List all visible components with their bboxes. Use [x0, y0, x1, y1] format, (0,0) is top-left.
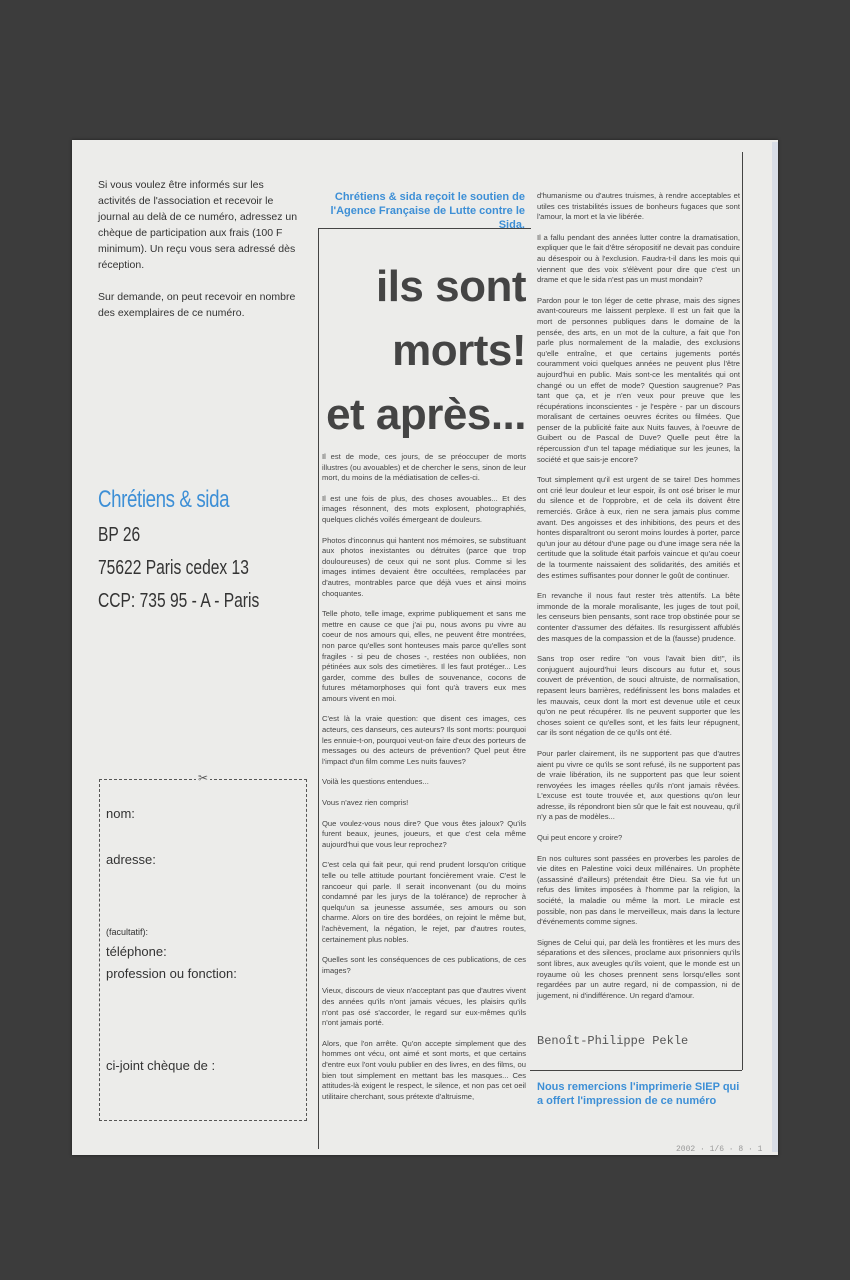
article-paragraph: Sans trop oser redire "on vous l'avait bien dit!", ils conjuguent aujourd'hui leurs discours au futur et, sous couvert de prévention, de souci altruiste, de normalisation, repasent leurs barrières, redéfinissent les bons malades et les mauvais, ceux dont la mort est devenue utile et ceux qu'on ne peut récupérer. Ils ne peuvent supporter que les choses soient ce qu'elles sont, et les faits leur répugnent, car ils sont négation de ce qu'ils ont été. — [537, 654, 740, 738]
article-column-2 — [537, 191, 740, 1011]
address-field-label: adresse: — [106, 852, 156, 867]
cheque-field-label: ci-joint chèque de : — [106, 1058, 216, 1073]
article-author: Benoît-Philippe Pekle — [537, 1034, 689, 1048]
optional-label: (facultatif): — [106, 927, 149, 937]
article-paragraph: Signes de Celui qui, par delà les frontières et les murs des séparations et des silences, proclame aux prisonniers qu'ils sont libres, aux aveugles qu'ils voient, que le monde est un royaume où les choses prennent sens lorsqu'elles sont regardées par un autre regard, ni de compassion, ni de jugement, ni d'indifférence. Un regard d'amour. — [537, 937, 740, 1000]
article-paragraph: Il est une fois de plus, des choses avouables... Et des images résonnent, des mots explosent, photographiés, quelques clichés voilés émergeant de douleurs. — [322, 493, 526, 524]
article-paragraph: Que voulez-vous nous dire? Que vous êtes jaloux? Qu'ils furent beaux, jeunes, joueurs, et que c'est cela même aujourd'hui que vous leur reprochez? — [322, 818, 526, 849]
printer-thanks: Nous remercions l'imprimerie SIEP qui a offert l'impression de ce numéro — [537, 1081, 740, 1107]
article-paragraph: En revanche il nous faut rester très attentifs. La bête immonde de la morale moralisante, les juges de tout poil, les censeurs bien pensants, sont race trop obstinée pour se contenter d'assumer des défaites. Ils resurgissent affublés des masques de la compassion et de la (fausse) prudence. — [537, 591, 740, 643]
article-paragraph: Pour parler clairement, ils ne supportent pas que d'autres aient pu vivre ce qu'ils se sont refusé, ils ne supportent pas de vraie libération, ils ne supportent pas que leur soient renvoyées les images réelles qu'ils n'ont jamais rêvées. L'excuse est toute trouvée et, aux questions qu'on leur adresse, ils répondront bien sûr que le fait est nouveau, qu'il n'y a pas de modèles... — [537, 748, 740, 822]
article-paragraph: Il a fallu pendant des années lutter contre la dramatisation, expliquer que le fait d'être séropositif ne devait pas conduire au désespoir ou à l'exclusion. Faudra-t-il dans les mois qui viennent que des voix s'élèvent pour dire que c'est un drame et que le sida n'est pas un must mondain? — [537, 232, 740, 285]
contact-block — [98, 486, 308, 623]
article-paragraph: Il est de mode, ces jours, de se préoccuper de morts illustres (ou avouables) et de chercher le sens, sinon de leur mort, du moins de la médiatisation de celles-ci. — [322, 452, 526, 483]
name-field-label: nom: — [106, 806, 135, 821]
article-paragraph: Telle photo, telle image, exprime publiquement et sans me mettre en cause ce que j'ai pu, nous avons pu vivre au coeur de nos amours qui, elles, ne peuvent être montrées, non parce qu'elles sont honteuses mais parce qu'elles sont fragiles - si peu de choses -, restées non oubliées, non pétinées aux sols des cimetières. Il les faut protéger... Les garder, comme des bulles de souvenance, cocons de futures métamorphoses qui font qu'à travers eux mes amours vivent en moi. — [322, 609, 526, 703]
article-headline — [320, 255, 526, 447]
article-paragraph: Qui peut encore y croire? — [537, 833, 623, 843]
article-paragraph: Vous n'avez rien compris! — [322, 798, 409, 808]
article-paragraph: d'humanisme ou d'autres truismes, à rendre acceptables et utiles ces tristabilités issues de bonheurs fugaces que sont l'amour, la mort et la vie libérée. — [537, 191, 740, 222]
headline-line: ils sont — [375, 262, 526, 311]
postal-box: BP 26 — [98, 524, 141, 546]
scissors-icon: ✂ — [198, 771, 209, 785]
info-paragraph: Si vous voulez être informés sur les activités de l'association et recevoir le journal au delà de ce numéro, adressez un chèque de participation aux frais (100 F minimum). Un reçu vous sera adressé dès réception. — [98, 179, 298, 271]
support-note: Chrétiens & sida reçoit le soutien de l'Agence Française de Lutte contre le Sida. — [330, 191, 525, 231]
archive-stamp: 2002 · 1/6 · 8 · 1 — [676, 1145, 763, 1154]
profession-field-label: profession ou fonction: — [106, 966, 237, 981]
organization-name: Chrétiens & sida — [98, 486, 230, 513]
article-paragraph: Tout simplement qu'il est urgent de se taire! Des hommes ont crié leur douleur et leur espoir, ils ont osé briser le mur du silence et de l'opprobre, et de cela ils doivent être remerciés. Grâce à eux, rien ne sera jamais plus comme avant. Des angoisses et des inhibitions, des peurs et des hontes disparaîtront ou seront moins lourdes à porter, parce qu'un jour au détour d'une page ou d'une image sera née la certitude que la solitude était parfois vaincue et qu'au coeur de la tourmente naissaient des solidarités, des amitiés et des estimes suffisantes pour donner le goût de continuer. — [537, 475, 740, 580]
postal-city: 75622 Paris cedex 13 — [98, 557, 249, 579]
headline-line: morts! — [392, 326, 526, 375]
article-paragraph: Voilà les questions entendues... — [322, 777, 429, 787]
page-edge — [772, 142, 778, 1152]
article-paragraph: Pardon pour le ton léger de cette phrase, mais des signes avant-coureurs me laissent perplexe. Il est un fait que la mort de personnes publiques dans le domaine de la pensée, des arts, en un mot de la culture, a fait que l'on parle plus normalement de la maladie, des exclusions qu'elle entraîne, et que certains jugements portés couramment voici quelques années ne peuvent plus l'être aujourd'hui en public. Mais sont-ce les mentalités qui ont changé ou un effet de mode? Question saugrenue? Pas tant que ça, et je n'en veux pour preuve que les récupérations inconscientes - je l'espère - par un discours moralisant de certaines oeuvres écrites ou filmées. Que penser de la publicité faite aux Nuits fauves, à l'oeuvre de Guibert ou de Pascal de Duve? Quelle peut être la répercussion d'un tel tapage médiatique sur les jeunes, la société et que sais-je encore? — [537, 295, 740, 464]
subscription-coupon — [99, 771, 307, 1121]
article-paragraph: Quelles sont les conséquences de ces publications, de ces images? — [322, 955, 526, 975]
postal-account: CCP: 735 95 - A - Paris — [98, 590, 260, 612]
info-paragraph: Sur demande, on peut recevoir en nombre des exemplaires de ce numéro. — [98, 291, 296, 319]
article-column-1 — [322, 452, 526, 1112]
article-paragraph: Alors, que l'on arrête. Qu'on accepte simplement que des hommes ont vécu, ont aimé et sont morts, et que certains d'entre eux l'ont voulu publier en des livres, en des films, ou bien tout simplement en mettant bas les masques... Ces attitudes-là exigent le respect, le silence, et non pas cet oeil utilitaire cherchant, sous prétexte d'altruisme, — [322, 1038, 526, 1101]
article-paragraph: Vieux, discours de vieux n'acceptant pas que d'autres vivent des années qu'ils n'ont jamais vécues, les plaisirs qu'ils n'ont pas osé s'accorder, le regard sur eux-mêmes qu'ils n'ont jamais porté. — [322, 986, 526, 1028]
info-column — [98, 177, 303, 337]
article-paragraph: En nos cultures sont passées en proverbes les paroles de vie dites en Palestine voici deux millénaires. Un prophète (assassiné d'ailleurs) prétendait être Dieu. Sa vie fut un refus des limites imposées à l'homme par la religion, la société, la maladie ou même la mort. Le miracle est possible, non pas dans le merveilleux, mais dans la lecture d'événements comme signes. — [537, 853, 740, 927]
headline-line: et après... — [326, 390, 526, 439]
article-frame-right — [742, 152, 744, 1070]
article-paragraph: Photos d'inconnus qui hantent nos mémoires, se substituant aux photos inexistantes ou détruites (parce que trop douloureuses) de ceux qui ne sont plus. Comme si les images intimes devaient être occultées, remplacées par d'autres, montrables parce que déjà vues et ainsi moins choquantes. — [322, 535, 526, 598]
article-paragraph: C'est cela qui fait peur, qui rend prudent lorsqu'on critique telle ou telle attitude pourtant foncièrement vraie. C'est le rancoeur qui parle. Il serait inconvenant (ou du moins condamné par les jurys de la tolérance) de reprocher à quelqu'un sa jeunesse assumée, ses amours ou son charme. Alors on tire des bordées, on rejoint le même but, l'achèvement, la négation, le rejet, par d'autres routes, certainement plus nobles. — [322, 860, 526, 944]
article-paragraph: C'est là la vraie question: que disent ces images, ces acteurs, ces danseurs, ces auteurs? Ils sont morts: pourquoi les ennuie-t-on, pourquoi veut-on faire d'eux des porteurs de messages ou des acteurs de prévention? Quel peut être l'impact d'un film comme Les nuits fauves? — [322, 714, 526, 766]
article-frame-bottom — [530, 1070, 742, 1072]
phone-field-label: téléphone: — [106, 944, 167, 959]
